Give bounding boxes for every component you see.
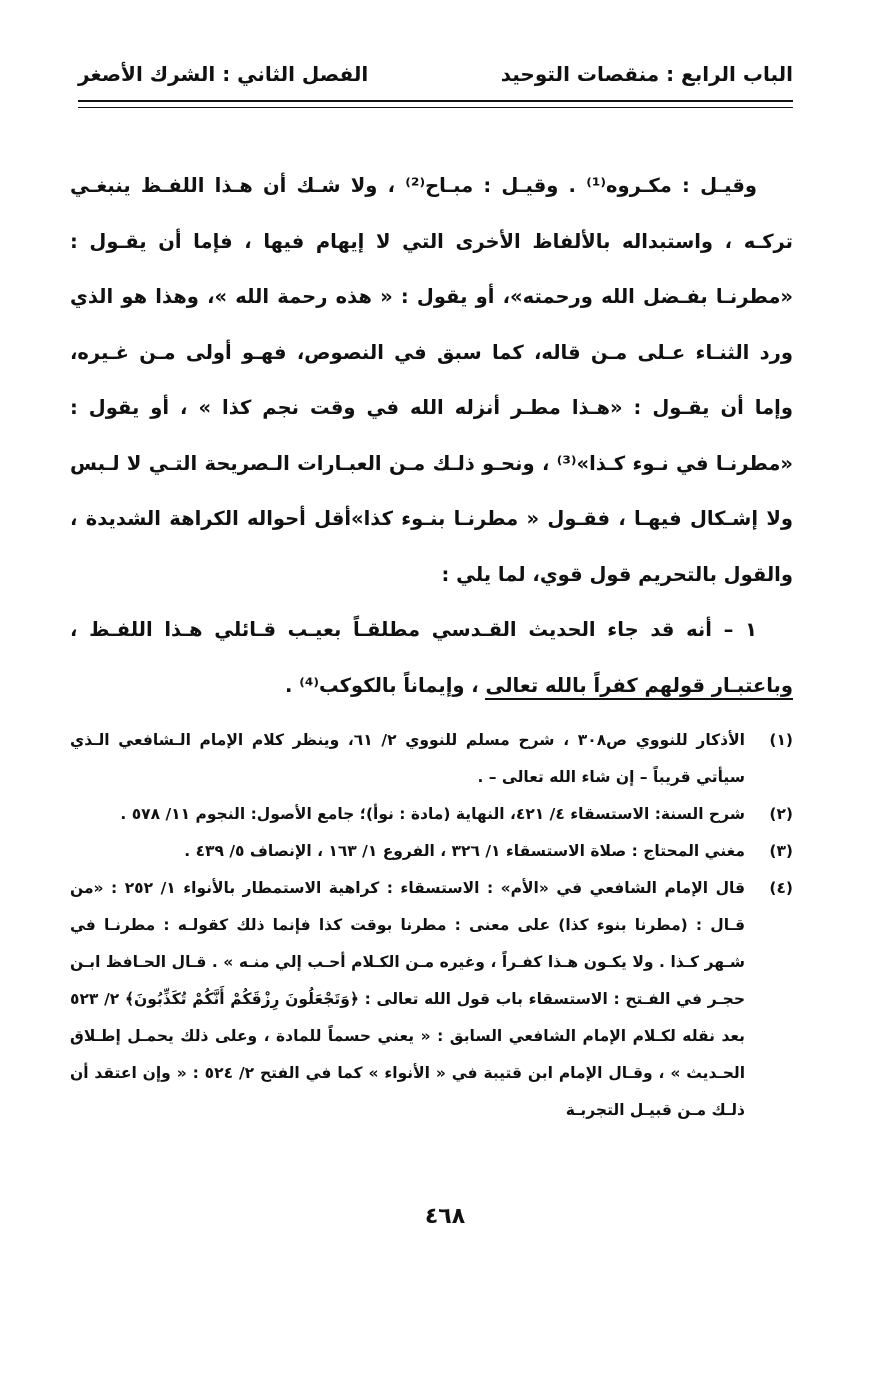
footnotes <box>70 722 793 1129</box>
footnote-item <box>70 833 793 870</box>
header-section-title: الفصل الثاني : الشرك الأصغر <box>78 62 369 86</box>
footnote-number: (١) <box>769 731 793 749</box>
footnote-text: الأذكار للنووي ص٣٠٨ ، شرح مسلم للنووي ٢/ ٦١، وينظر كلام الإمام الـشافعي الـذي سيأتي قريباً – إن شاء الله تعالى – . <box>70 731 745 786</box>
page-number: ٤٦٨ <box>424 1204 466 1229</box>
footnote-item <box>70 796 793 833</box>
header-chapter-title: الباب الرابع : منقصات التوحيد <box>500 62 793 86</box>
footnote-text: شرح السنة: الاستسقاء ٤/ ٤٢١، النهاية (مادة : نوأ)؛ جامع الأصول: النجوم ١١/ ٥٧٨ . <box>120 805 745 823</box>
footnote-text: مغني المحتاج : صلاة الاستسقاء ١/ ٣٢٦ ، الفروع ١/ ١٦٣ ، الإنصاف ٥/ ٤٣٩ . <box>184 842 745 860</box>
footnote-number: (٤) <box>769 879 793 897</box>
footnote-text: قال الإمام الشافعي في «الأم» : الاستسقاء : كراهية الاستمطار بالأنواء ١/ ٢٥٢ : «من قـال : (مطرنا بنوء كذا) على معنى : مطرنا بوقت كذا فإنما ذلك كقولـه : مطرنـا في شـهر كـذا . ولا يكـون هـذا كفـراً ، وغيره مـن الكـلام أحـب إلي منـه » . قـال الحـافظ ابـن حجـر في الفـتح : الاستسقاء باب قول الله تعالى : ﴿وَتَجْعَلُونَ رِزْقَكُمْ أَنَّكُمْ تُكَذِّبُونَ﴾ ٢/ ٥٢٣ بعد نقله لكـلام الإمام الشافعي السابق : « يعني حسماً للمادة ، وعلى ذلك يحمـل إطـلاق الحـديث » ، وقـال الإمام ابن قتيبة في « الأنواء » كما في الفتح ٢/ ٥٢٤ : « وإن اعتقد أن ذلـك مـن قبيـل التجربـة <box>70 879 746 1119</box>
footnote-item <box>70 722 793 796</box>
main-text <box>70 158 793 713</box>
header-divider <box>78 100 793 108</box>
running-header <box>78 52 793 96</box>
footnote-divider <box>485 698 793 700</box>
footnote-number: (٣) <box>769 842 793 860</box>
body-paragraph: وقيـل : مكـروه⁽¹⁾ . وقيـل : مبـاح⁽²⁾ ، ولا شـك أن هـذا اللفـظ ينبغـي تركـه ، واستبداله بالألفاظ الأخرى التي لا إيهام فيها ، فإما أن يقـول : «مطرنـا بفـضل الله ورحمته»، أو يقول : « هذه رحمة الله »، وهذا هو الذي ورد الثنـاء عـلى مـن قاله، كما سبق في النصوص، فهـو أولى مـن غـيره، وإما أن يقـول : «هـذا مطـر أنزله الله في وقت نجم كذا » ، أو يقول : «مطرنـا في نـوء كـذا»⁽³⁾ ، ونحـو ذلـك مـن العبـارات الـصريحة التـي لا لـبس ولا إشـكال فيهـا ، فقـول « مطرنـا بنـوء كذا»أقل أحواله الكراهة الشديدة ، والقول بالتحريم قول قوي، لما يلي : <box>70 174 793 586</box>
footnote-number: (٢) <box>769 805 793 823</box>
footnote-item <box>70 870 793 1129</box>
body-paragraph: ١ – أنه قد جاء الحديث القـدسي مطلقـاً بعيـب قـائلي هـذا اللفـظ ، وباعتبـار قولهم كفراً بالله تعالى ، وإيماناً بالكوكب⁽⁴⁾ . <box>70 618 793 697</box>
